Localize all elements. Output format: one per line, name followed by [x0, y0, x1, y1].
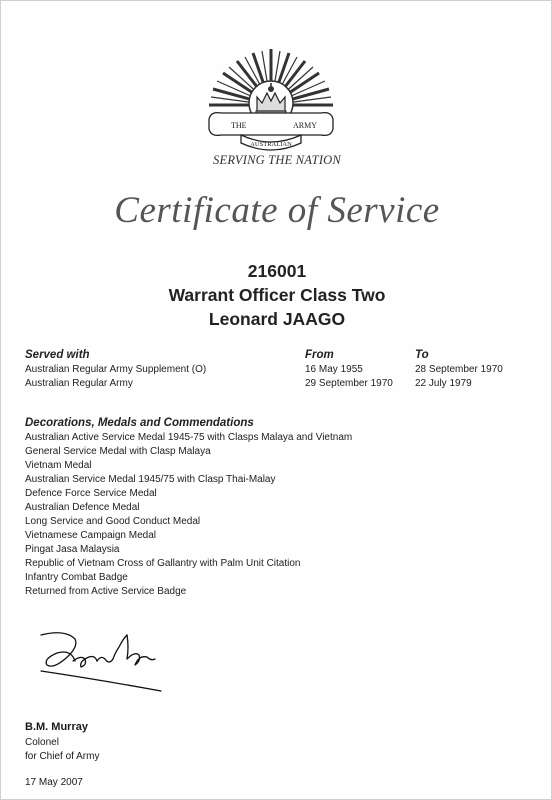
list-item: Vietnamese Campaign Medal: [25, 530, 157, 541]
list-item: Australian Defence Medal: [25, 502, 140, 513]
signatory-role: for Chief of Army: [25, 751, 100, 762]
list-item: Australian Active Service Medal 1945-75 with Clasps Malaya and Vietnam: [25, 432, 353, 443]
service-row-from: 29 September 1970: [305, 378, 393, 389]
list-item: Pingat Jasa Malaysia: [25, 544, 120, 555]
service-number: 216001: [247, 261, 307, 281]
list-item: Returned from Active Service Badge: [25, 586, 187, 597]
signatory-name: B.M. Murray: [25, 721, 88, 733]
from-header: From: [305, 349, 334, 361]
list-item: Republic of Vietnam Cross of Gallantry with Palm Unit Citation: [25, 558, 301, 569]
service-row-to: 28 September 1970: [415, 364, 503, 375]
handwritten-signature: [35, 625, 170, 695]
ribbon-text-right: ARMY: [293, 121, 318, 130]
service-row-to: 22 July 1979: [415, 378, 472, 389]
list-item: Vietnam Medal: [25, 460, 92, 471]
served-with-header: Served with: [25, 349, 90, 361]
list-item: Australian Service Medal 1945/75 with Clasp Thai-Malay: [25, 474, 276, 485]
list-item: Defence Force Service Medal: [25, 488, 157, 499]
to-header: To: [415, 349, 429, 361]
list-item: General Service Medal with Clasp Malaya: [25, 446, 211, 457]
decorations-list: [25, 431, 352, 599]
signatory-rank: Colonel: [25, 737, 59, 748]
service-row-unit: Australian Regular Army Supplement (O): [25, 364, 207, 375]
certificate-title: Certificate of Service: [114, 190, 440, 231]
rank: Warrant Officer Class Two: [168, 285, 386, 305]
ribbon-text-bottom: AUSTRALIAN: [250, 141, 292, 148]
service-row-from: 16 May 1955: [305, 364, 363, 375]
motto: SERVING THE NATION: [213, 153, 341, 167]
rising-sun-emblem-icon: [201, 45, 341, 157]
ribbon-text-left: THE: [231, 121, 247, 130]
member-name: Leonard JAAGO: [208, 309, 346, 329]
list-item: Long Service and Good Conduct Medal: [25, 516, 201, 527]
decorations-header: Decorations, Medals and Commendations: [25, 417, 254, 429]
list-item: Infantry Combat Badge: [25, 572, 128, 583]
issue-date: 17 May 2007: [25, 777, 83, 788]
service-row-unit: Australian Regular Army: [25, 378, 133, 389]
